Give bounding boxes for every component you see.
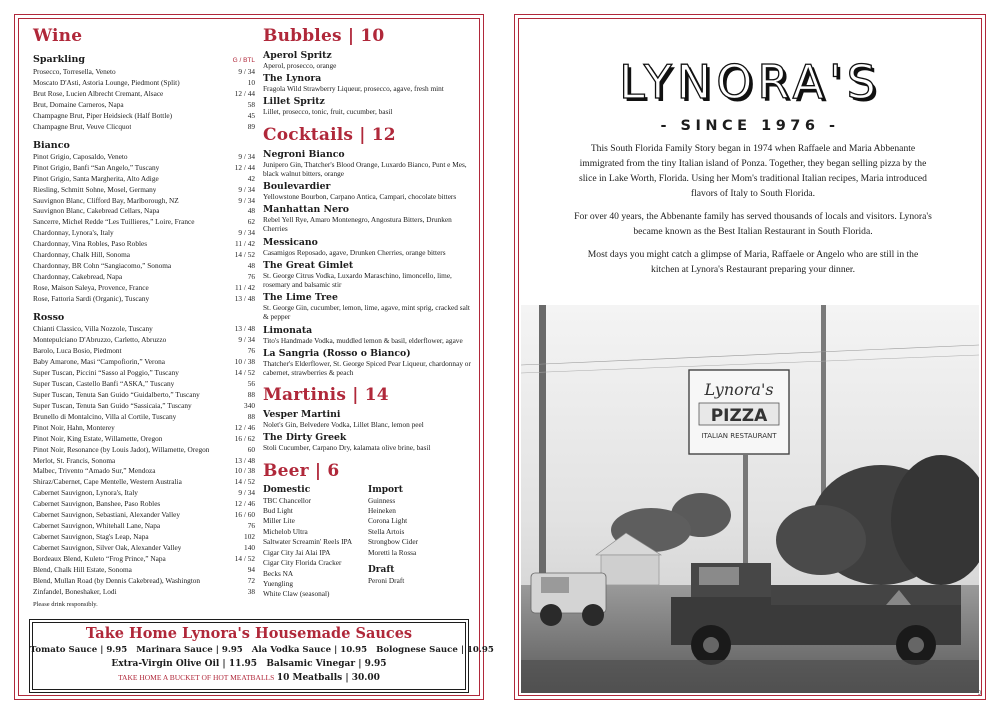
wine-price: 56 (247, 378, 255, 388)
drink-description: Aperol, prosecco, orange (263, 61, 337, 70)
wine-item (33, 346, 255, 357)
beer-item: Stella Artois (368, 526, 405, 536)
wine-price: 10 (247, 77, 255, 87)
wine-price: 140 (244, 543, 255, 553)
wine-item (33, 466, 255, 477)
cocktails-title: Cocktails | 12 (263, 124, 396, 145)
wine-price: 60 (247, 444, 255, 454)
wine-name: Shiraz/Cabernet, Cape Mentelle, Western Australia (33, 477, 182, 487)
wine-price: 340 (244, 400, 255, 410)
wine-item (33, 163, 255, 174)
wine-item (33, 456, 255, 467)
beer-item: Moretti la Rossa (368, 547, 417, 557)
wine-item (33, 510, 255, 521)
wine-item (33, 412, 255, 423)
wine-item (33, 272, 255, 283)
since-tagline: - SINCE 1976 - (660, 118, 840, 134)
domestic-list (263, 496, 368, 600)
wine-item (33, 261, 255, 272)
wine-name: Riesling, Schmitt Sohne, Mosel, Germany (33, 184, 157, 194)
wine-item (33, 111, 255, 122)
wine-item (33, 521, 255, 532)
brand-right-panel (514, 14, 986, 700)
beer-item: Strongbow Cider (368, 537, 419, 547)
meatball-item: 10 Meatballs | 30.00 (276, 673, 380, 683)
wine-price: 76 (247, 521, 255, 531)
wine-item (33, 324, 255, 335)
beer-item: Miller Lite (263, 516, 295, 526)
sign-main: PIZZA (710, 406, 768, 426)
drink-item (263, 432, 473, 452)
wine-name: Brut, Domaine Carneros, Napa (33, 99, 124, 109)
drink-item (263, 73, 473, 93)
wine-item (33, 587, 255, 598)
rosso-list (33, 324, 255, 598)
wine-price: 14 / 52 (234, 367, 255, 377)
beer-domestic-column (263, 484, 368, 600)
drink-description: Lillet, prosecco, tonic, fruit, cucumber, basil (263, 107, 393, 117)
sign-sub: ITALIAN RESTAURANT (701, 432, 777, 440)
wine-price: 38 (247, 586, 255, 596)
wine-name: Pinot Grigio, Santa Margherita, Alto Adige (33, 173, 159, 183)
wine-price: 13 / 48 (234, 455, 255, 465)
drink-item (263, 96, 473, 116)
wine-name: Baby Amarone, Masi “Campofiorin,” Verona (33, 356, 165, 366)
drink-description: Nolet's Gin, Belvedere Vodka, Lillet Blanc, lemon peel (263, 420, 424, 430)
wine-item (33, 152, 255, 163)
sign-script: Lynora's (704, 380, 774, 399)
beer-item: Becks NA (263, 568, 294, 578)
wine-price: 76 (247, 345, 255, 355)
bianco-list (33, 152, 255, 305)
wine-name: Prosecco, Torresella, Veneto (33, 67, 116, 76)
wine-item (33, 206, 255, 217)
wine-price: 72 (247, 575, 255, 585)
wine-item (33, 477, 255, 488)
sparkling-title: Sparkling (33, 54, 86, 65)
beer-item: Michelob Ultra (263, 526, 308, 536)
wine-price: 9 / 34 (238, 184, 255, 194)
bubbles-list (263, 50, 473, 117)
sparkling-list (33, 67, 255, 133)
drink-item (263, 149, 473, 178)
wine-item (33, 357, 255, 368)
drink-name: The Lynora (263, 73, 322, 85)
drink-name: The Great Gimlet (263, 259, 354, 271)
wine-item (33, 174, 255, 185)
beer-item: TBC Chancellor (263, 495, 312, 505)
beer-import-column (368, 484, 473, 600)
wine-item (33, 565, 255, 576)
wine-price: 9 / 34 (238, 151, 255, 161)
wine-price: 9 / 34 (238, 228, 255, 238)
drink-description: Fragola Wild Strawberry Liqueur, prosecco, agave, fresh mint (263, 84, 444, 94)
drink-item (263, 292, 473, 321)
wine-item (33, 228, 255, 239)
wine-name: Rose, Maison Saleya, Provence, France (33, 283, 149, 293)
wine-name: Chardonnay, Lynora's, Italy (33, 228, 114, 238)
wine-column (33, 25, 255, 610)
wine-item (33, 335, 255, 346)
story-paragraph-3: Most days you might catch a glimpse of Maria, Raffaele or Angelo who are still in the kitchen at Lynora's Restaurant preparing your dinner. (587, 249, 919, 275)
wine-name: Brut Rose, Lucien Albrecht Cremant, Alsace (33, 88, 164, 98)
brand-logo: LYNORA'S (619, 55, 881, 109)
wine-price: 42 (247, 173, 255, 183)
wine-item (33, 78, 255, 89)
menu-left-panel (14, 14, 494, 700)
wine-name: Super Tuscan, Piccini “Sasso al Poggio,” Tuscany (33, 367, 179, 377)
drink-name: Limonata (263, 324, 313, 336)
wine-price: 62 (247, 217, 255, 227)
drink-responsibly-note: Please drink responsibly. (33, 600, 98, 608)
draft-list (368, 576, 473, 586)
drink-name: Aperol Spritz (263, 50, 332, 61)
domestic-title: Domestic (263, 484, 311, 495)
wine-name: Bordeaux Blend, Kuleto “Frog Prince,” Napa (33, 554, 166, 564)
beer-item: White Claw (seasonal) (263, 589, 330, 599)
wine-name: Pinot Noir, Hahn, Monterey (33, 422, 115, 432)
drink-description: St. George Gin, cucumber, lemon, lime, agave, mint sprig, cracked salt & pepper (263, 303, 470, 322)
beer-item: Corona Light (368, 516, 408, 526)
drink-name: The Dirty Greek (263, 432, 347, 444)
wine-name: Chianti Classico, Villa Nozzole, Tuscany (33, 324, 153, 334)
bubbles-title: Bubbles | 10 (263, 26, 385, 46)
cocktails-list (263, 149, 473, 378)
wine-item (33, 196, 255, 207)
wine-name: Cabernet Sauvignon, Banshee, Paso Robles (33, 499, 161, 509)
drink-name: Lillet Spritz (263, 96, 325, 108)
wine-price: 12 / 44 (234, 162, 255, 172)
wine-price: 10 / 38 (234, 466, 255, 476)
wine-price: 89 (247, 121, 255, 131)
drink-description: Stoli Cucumber, Carpano Dry, kalamata olive brine, basil (263, 443, 431, 453)
story-paragraph-1: This South Florida Family Story began in 1974 when Raffaele and Maria Abbenante immigrated from the tiny Italian island of Ponza. Together, they began selling pizza by the slice in Lake Worth, Florida. Using her Mom's traditional Italian recipes, Maria introduced flavors of Italy to South Florida. (579, 143, 927, 199)
historic-photo (521, 305, 979, 693)
wine-price: 14 / 52 (234, 250, 255, 260)
wine-item (33, 554, 255, 565)
wine-item (33, 434, 255, 445)
beer-item: Cigar City Florida Cracker (263, 558, 342, 568)
wine-name: Sauvignon Blanc, Clifford Bay, Marlborough, NZ (33, 195, 179, 205)
sparkling-header (33, 53, 255, 67)
wine-item (33, 379, 255, 390)
wine-price: 14 / 52 (234, 554, 255, 564)
drink-name: Boulevardier (263, 181, 331, 193)
wine-item (33, 100, 255, 111)
martinis-list (263, 409, 473, 452)
wine-name: Pinot Grigio, Caposaldo, Veneto (33, 151, 128, 161)
wine-name: Chardonnay, BR Cohn “Sangiacomo,” Sonoma (33, 261, 172, 271)
price-header: G / BTL (232, 57, 255, 64)
wine-price: 76 (247, 272, 255, 282)
wine-name: Chardonnay, Cakebread, Napa (33, 272, 123, 282)
drink-description: Rebel Yell Rye, Amaro Montenegro, Angostura Bitters, Drunken Cherries (263, 215, 452, 234)
wine-price: 10 / 38 (234, 356, 255, 366)
wine-price: 102 (244, 532, 255, 542)
wine-item (33, 217, 255, 228)
wine-name: Blend, Mullan Road (by Dennis Cakebread), Washington (33, 575, 201, 585)
wine-item (33, 185, 255, 196)
wine-name: Cabernet Sauvignon, Lynora's, Italy (33, 488, 138, 498)
wine-item (33, 239, 255, 250)
wine-item (33, 250, 255, 261)
wine-name: Sauvignon Blanc, Cakebread Cellars, Napa (33, 206, 160, 216)
drinks-column (263, 25, 473, 600)
wine-name: Rose, Fattoria Sardi (Organic), Tuscany (33, 294, 150, 304)
drink-description: Yellowstone Bourbon, Carpano Antica, Campari, chocolate bitters (263, 192, 457, 202)
import-list (368, 496, 473, 558)
drink-name: Vesper Martini (263, 409, 341, 421)
beer-item: Heineken (368, 506, 396, 516)
wine-item (33, 532, 255, 543)
wine-item (33, 499, 255, 510)
wine-name: Cabernet Sauvignon, Sebastiani, Alexander Valley (33, 510, 180, 520)
drink-item (263, 409, 473, 429)
wine-item (33, 283, 255, 294)
wine-price: 11 / 42 (235, 239, 255, 249)
wine-item (33, 401, 255, 412)
wine-price: 48 (247, 261, 255, 271)
wine-item (33, 368, 255, 379)
drink-name: Negroni Bianco (263, 148, 345, 160)
wine-title: Wine (33, 26, 83, 46)
drink-name: Messicano (263, 236, 318, 248)
wine-price: 12 / 46 (234, 499, 255, 509)
wine-name: Pinot Noir, Resonance (by Louis Jadot), Willamette, Oregon (33, 444, 210, 454)
wine-name: Cabernet Sauvignon, Whitehall Lane, Napa (33, 521, 161, 531)
wine-name: Champagne Brut, Piper Heidsieck (Half Bottle) (33, 110, 173, 120)
wine-price: 88 (247, 411, 255, 421)
wine-price: 9 / 34 (238, 195, 255, 205)
corner-mark: J (978, 691, 981, 697)
wine-item (33, 67, 255, 78)
wine-item (33, 423, 255, 434)
wine-price: 12 / 44 (234, 88, 255, 98)
drink-item (263, 348, 473, 377)
wine-price: 16 / 62 (234, 433, 255, 443)
wine-item (33, 390, 255, 401)
wine-item (33, 488, 255, 499)
wine-price: 58 (247, 99, 255, 109)
drink-description: St. George Citrus Vodka, Luxardo Maraschino, limoncello, lime, rosemary and balsamic stir (263, 270, 452, 290)
wine-name: Blend, Chalk Hill Estate, Sonoma (33, 565, 132, 575)
drink-item (263, 260, 473, 289)
beer-title: Beer | 6 (263, 460, 340, 481)
wine-name: Brunello di Montalcino, Villa al Cortile, Tuscany (33, 411, 177, 421)
wine-item (33, 543, 255, 554)
meatball-line (30, 671, 468, 685)
wine-name: Super Tuscan, Castello Banfi “ASKA,” Tuscany (33, 378, 175, 388)
wine-name: Chardonnay, Chalk Hill, Sonoma (33, 250, 131, 260)
meatball-prefix: TAKE HOME A BUCKET OF HOT MEATBALLS (118, 673, 275, 682)
beer-item: Cigar City Jai Alai IPA (263, 547, 331, 557)
sauces-box (29, 619, 494, 693)
wine-name: Sancerre, Michel Redde “Les Tuillieres,” Loire, France (33, 217, 195, 227)
import-title: Import (368, 484, 403, 495)
wine-price: 9 / 34 (238, 67, 255, 76)
wine-item (33, 89, 255, 100)
rosso-title: Rosso (33, 312, 65, 324)
wine-price: 16 / 60 (234, 510, 255, 520)
wine-name: Zinfandel, Boneshaker, Lodi (33, 586, 117, 596)
draft-title: Draft (368, 565, 395, 576)
wine-name: Barolo, Luca Bosio, Piedmont (33, 345, 122, 355)
wine-name: Montepulciano D'Abruzzo, Carletto, Abruzzo (33, 335, 167, 345)
martinis-title: Martinis | 14 (263, 385, 389, 406)
wine-item (33, 122, 255, 133)
wine-item (33, 294, 255, 305)
beer-columns (263, 484, 473, 600)
wine-name: Pinot Noir, King Estate, Willamette, Oregon (33, 433, 163, 443)
wine-name: Malbec, Trivento “Amado Sur,” Mendoza (33, 466, 156, 476)
drink-item (263, 237, 473, 257)
beer-item: Peroni Draft (368, 576, 405, 586)
beer-item: Bud Light (263, 506, 293, 516)
drink-item (263, 181, 473, 201)
wine-name: Cabernet Sauvignon, Silver Oak, Alexander Valley (33, 543, 182, 553)
wine-name: Champagne Brut, Veuve Clicquot (33, 121, 132, 131)
bianco-title: Bianco (33, 139, 70, 151)
wine-item (33, 445, 255, 456)
drink-name: The Lime Tree (263, 292, 338, 304)
wine-price: 94 (247, 565, 255, 575)
sauces-line-2: Extra-Virgin Olive Oil | 11.95 Balsamic Vinegar | 9.95 (111, 659, 387, 669)
drink-item (263, 204, 473, 233)
wine-item (33, 576, 255, 587)
beer-item: Guinness (368, 495, 396, 505)
story-text (573, 141, 933, 285)
wine-name: Merlot, St. Francis, Sonoma (33, 455, 116, 465)
sauces-line-1: Tomato Sauce | 9.95 Marinara Sauce | 9.95 Ala Vodka Sauce | 10.95 Bolognese Sauce | 10.95 (30, 645, 494, 655)
wine-name: Super Tuscan, Tenuta San Guido “Sassicaia,” Tuscany (33, 400, 192, 410)
sauces-title: Take Home Lynora's Housemade Sauces (85, 625, 413, 642)
wine-price: 14 / 52 (234, 477, 255, 487)
wine-price: 13 / 48 (234, 294, 255, 304)
drink-description: Junipero Gin, Thatcher's Blood Orange, Luxardo Bianco, Punt e Mes, black walnut bitters, orange (263, 159, 467, 178)
story-paragraph-2: For over 40 years, the Abbenante family has served thousands of locals and visitors. Lynora's became known as the Best Italian Restaurant in South Florida. (574, 211, 932, 237)
wine-price: 12 / 46 (234, 422, 255, 432)
beer-item: Yuengling (263, 578, 293, 588)
wine-name: Cabernet Sauvignon, Stag's Leap, Napa (33, 532, 149, 542)
drink-name: La Sangria (Rosso o Bianco) (263, 347, 411, 359)
wine-price: 9 / 34 (238, 335, 255, 345)
wine-name: Moscato D'Asti, Astoria Lounge, Piedmont (Split) (33, 77, 180, 87)
drink-item (263, 325, 473, 345)
wine-price: 13 / 48 (234, 324, 255, 334)
wine-name: Chardonnay, Vina Robles, Paso Robles (33, 239, 148, 249)
wine-price: 45 (247, 110, 255, 120)
wine-name: Super Tuscan, Tenuta San Guido “Guidalberto,” Tuscany (33, 389, 200, 399)
drink-description: Thatcher's Elderflower, St. George Spiced Pear Liqueur, chardonnay or cabernet, strawberries & peach (263, 358, 471, 378)
drink-name: Manhattan Nero (263, 204, 349, 216)
wine-price: 11 / 42 (235, 283, 255, 293)
wine-name: Pinot Grigio, Banfi “San Angelo,” Tuscany (33, 162, 160, 172)
wine-price: 48 (247, 206, 255, 216)
drink-description: Tito's Handmade Vodka, muddled lemon & basil, elderflower, agave (263, 335, 463, 345)
drink-description: Casamigos Reposado, agave, Drunken Cherries, orange bitters (263, 247, 446, 257)
wine-price: 9 / 34 (238, 488, 255, 498)
wine-price: 88 (247, 389, 255, 399)
beer-item: Saltwater Screamin' Reels IPA (263, 537, 353, 547)
drink-item (263, 50, 473, 70)
